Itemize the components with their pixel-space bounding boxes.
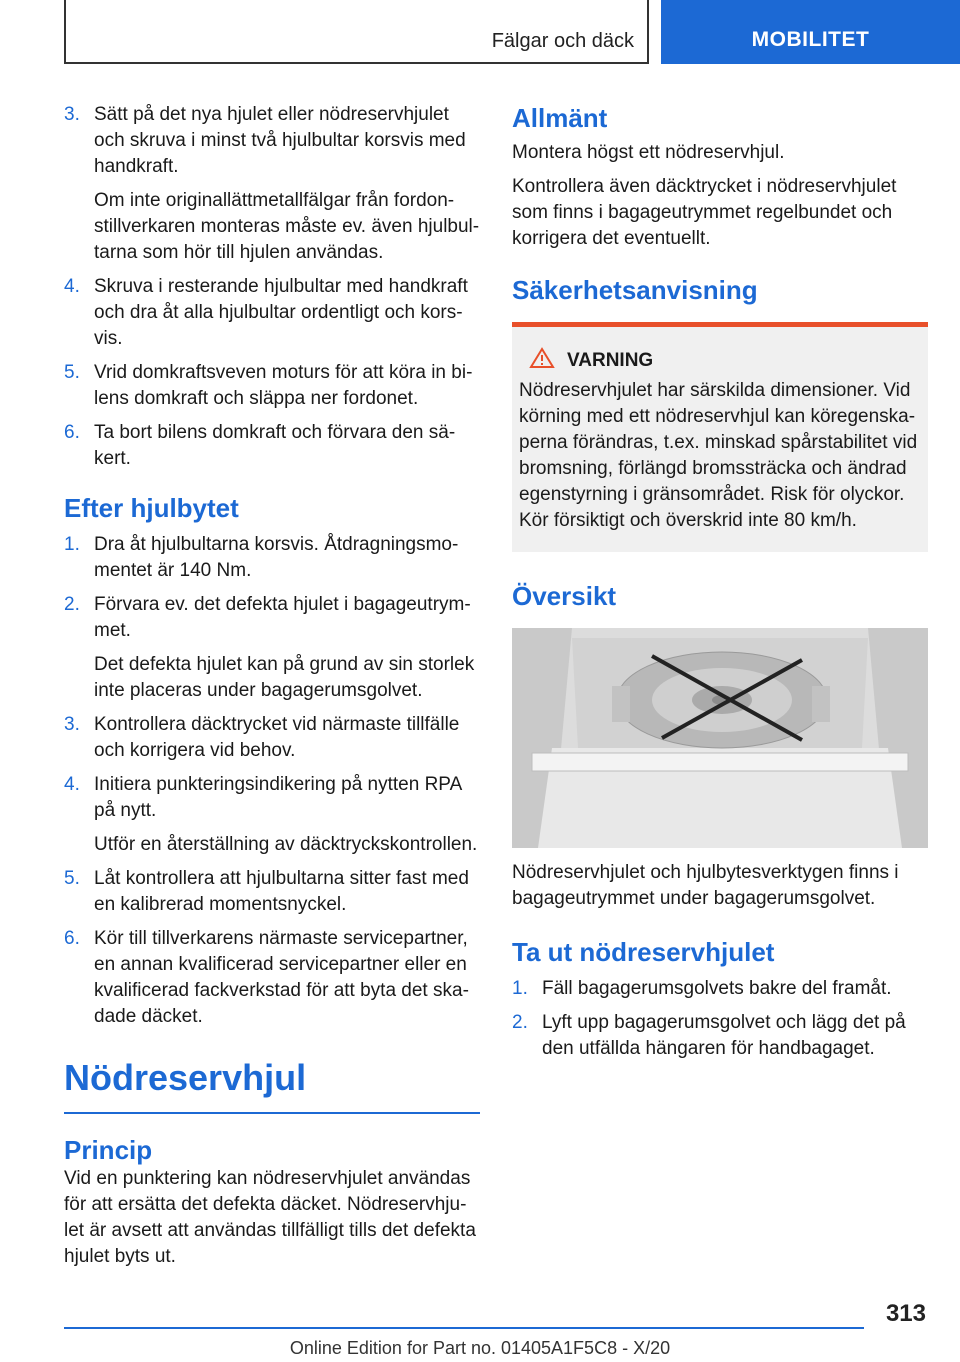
heading-allmant: Allmänt xyxy=(512,103,608,133)
step-number: 6. xyxy=(64,422,80,443)
step-number: 6. xyxy=(64,928,80,949)
step-body xyxy=(94,926,480,1030)
footer-edition: Online Edition for Part no. 01405A1F5C8 - X/20 xyxy=(289,1338,671,1358)
step-text: Om inte originallättmetallfälgar från fordonstillverkaren monteras måste ev. även hjulbultarna som hör till hjulen användas. xyxy=(94,190,480,263)
warning-title: VARNING xyxy=(567,349,654,371)
header-section-title: Fälgar och däck xyxy=(491,30,634,52)
right-column xyxy=(512,102,928,1070)
warning-box xyxy=(512,322,928,552)
step-number: 2. xyxy=(512,1012,528,1033)
heading-oversikt: Översikt xyxy=(512,581,617,611)
figure-caption: Nödreservhjulet och hjulbytesverktygen finns i bagageutrymmet under bagagerumsgolvet. xyxy=(512,862,899,909)
step-body xyxy=(94,360,480,412)
step-text: Ta bort bilens domkraft och förvara den säkert. xyxy=(94,422,456,469)
step-text: Det defekta hjulet kan på grund av sin storlek inte placeras under bagagerumsgolvet. xyxy=(94,654,475,701)
step-number: 2. xyxy=(64,594,80,615)
step-number: 1. xyxy=(64,534,80,555)
list-item xyxy=(512,1010,928,1062)
step-body xyxy=(94,274,480,352)
step-body xyxy=(94,772,480,858)
page-number: 313 xyxy=(885,1300,926,1327)
list-item xyxy=(64,532,480,584)
allmant-paragraph-2: Kontrollera även däcktrycket i nödreservhjulet som finns i bagageutrymmet regelbundet och korrigera det eventuellt. xyxy=(512,176,897,249)
step-text: Dra åt hjulbultarna korsvis. Åtdragningsmomentet är 140 Nm. xyxy=(94,534,459,581)
step-body xyxy=(94,866,480,918)
trunk-spare-wheel-image xyxy=(512,628,928,848)
list-item xyxy=(64,926,480,1030)
step-text: Utför en återställning av däcktryckskontrollen. xyxy=(94,834,478,855)
step-text: Skruva i resterande hjulbultar med handkraft och dra åt alla hjulbultar ordentligt och korsvis. xyxy=(94,276,468,349)
allmant-paragraph-1: Montera högst ett nödreservhjul. xyxy=(512,142,785,163)
heading-efter-hjulbytet: Efter hjulbytet xyxy=(64,493,239,523)
step-text: Lyft upp bagagerumsgolvet och lägg det på den utfällda hängaren för handbagaget. xyxy=(542,1012,906,1059)
heading-sakerhetsanvisning: Säkerhetsanvisning xyxy=(512,275,758,305)
chapter-title: Nödreservhjul xyxy=(64,1057,307,1098)
step-text: Initiera punkteringsindikering på nytten RPA på nytt. xyxy=(94,774,462,821)
step-text: Sätt på det nya hjulet eller nödreservhjulet och skruva i minst två hjulbultar korsvis med handkraft. xyxy=(94,104,466,177)
chapter-title-block xyxy=(64,1056,480,1114)
step-number: 5. xyxy=(64,362,80,383)
step-text: Kör till tillverkarens närmaste servicepartner, en annan kvalificerad servicepartner eller en kvalificerad fackverkstad för att byta det skadade däcket. xyxy=(94,928,469,1027)
step-number: 3. xyxy=(64,104,80,125)
heading-princip: Princip xyxy=(64,1135,153,1165)
step-body xyxy=(94,592,480,704)
warning-text: Nödreservhjulet har särskilda dimensioner. Vid körning med ett nödreservhjul kan köregenskaperna förändras, t.ex. minskad spårstabilitet vid bromsning, förlängd bromssträcka och ändrad egenstyrning i gränsområdet. Risk för olyckor. Kör försiktigt och överskrid inte 80 km/h. xyxy=(519,380,918,531)
list-item xyxy=(512,976,928,1002)
warning-header xyxy=(529,347,920,374)
step-body xyxy=(94,102,480,266)
step-number: 3. xyxy=(64,714,80,735)
trunk-illustration xyxy=(512,628,928,848)
step-number: 1. xyxy=(512,978,528,999)
list-item xyxy=(64,420,480,472)
header-chapter-tab[interactable] xyxy=(661,0,960,64)
step-body xyxy=(94,420,480,472)
step-number: 4. xyxy=(64,774,80,795)
step-body xyxy=(94,532,480,584)
warning-triangle-icon xyxy=(529,347,555,374)
list-item xyxy=(64,772,480,858)
steps-list-continued xyxy=(64,102,480,472)
step-number: 4. xyxy=(64,276,80,297)
list-item xyxy=(64,712,480,764)
heading-ta-ut: Ta ut nödreservhjulet xyxy=(512,937,775,967)
list-item xyxy=(64,102,480,266)
footer-divider xyxy=(64,1327,864,1329)
list-item xyxy=(64,592,480,704)
step-text: Låt kontrollera att hjulbultarna sitter fast med en kalibrerad momentsnyckel. xyxy=(94,868,469,915)
list-item xyxy=(64,866,480,918)
step-body xyxy=(94,712,480,764)
step-text: Kontrollera däcktrycket vid närmaste tillfälle och korrigera vid behov. xyxy=(94,714,460,761)
list-item xyxy=(64,360,480,412)
left-column xyxy=(64,102,480,1270)
princip-text: Vid en punktering kan nödreservhjulet användas för att ersätta det defekta däcket. Nödreservhjulet är avsett att användas tillfälligt tills det defekta hjulet byts ut. xyxy=(64,1168,476,1267)
header-chapter-label: MOBILITET xyxy=(751,28,870,51)
steps-list-efter xyxy=(64,532,480,1030)
step-number: 5. xyxy=(64,868,80,889)
step-text: Fäll bagagerumsgolvets bakre del framåt. xyxy=(542,978,892,999)
step-text: Vrid domkraftsveven moturs för att köra in bilens domkraft och släppa ner fordonet. xyxy=(94,362,473,409)
step-text: Förvara ev. det defekta hjulet i bagageutrymmet. xyxy=(94,594,471,641)
list-item xyxy=(64,274,480,352)
